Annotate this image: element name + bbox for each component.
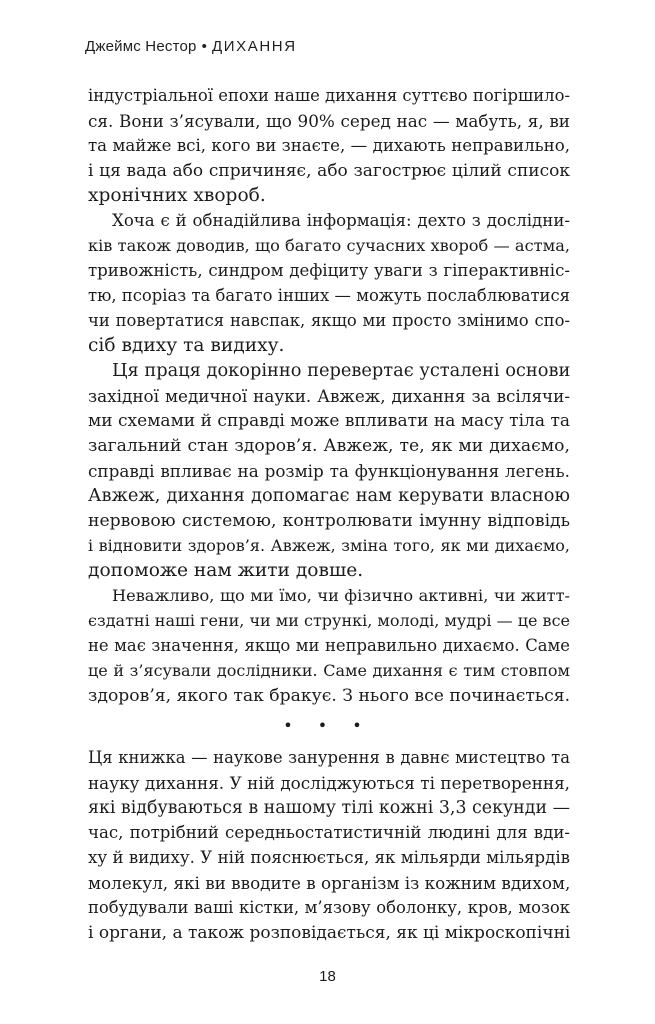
text-line: чи повертатися навспак, якщо ми просто змінимо спо-	[88, 311, 570, 330]
text-line: західної медичної науки. Авжеж, дихання за всілячи-	[88, 386, 570, 406]
running-head-author: Джеймс Нестор	[85, 38, 197, 55]
text-line: які відбуваються в нашому тілі кожні 3,3 секунди —	[88, 798, 570, 818]
text-line: молекул, які ви вводите в організм із кожним вдихом,	[88, 873, 570, 893]
text-line: ху й видиху. У ній пояснюється, як мільярди мільярдів	[88, 848, 570, 867]
text-line: науку дихання. У ній досліджуються ті перетворення,	[88, 773, 570, 793]
text-line: сіб вдиху та видиху.	[88, 335, 285, 356]
text-line: Авжеж, дихання допомагає нам керувати власною	[88, 485, 570, 506]
text-line: це й з’ясували дослідники. Саме дихання є тим стовпом	[88, 661, 570, 680]
page-number: 18	[319, 968, 336, 985]
text-line: загальний стан здоров’я. Авжеж, те, як ми дихаємо,	[88, 436, 570, 456]
text-line: ми схемами й справді може впливати на масу тіла та	[88, 411, 570, 431]
text-line: індустріальної епохи наше дихання суттєво погіршило-	[88, 86, 570, 105]
text-line: нервовою системою, контролювати імунну відповідь	[88, 511, 570, 531]
text-line: і органи, а також розповідається, як ці мікроскопічні	[88, 923, 570, 943]
text-line: Ця праця докорінно перевертає усталені основи	[112, 360, 570, 381]
text-line: тривожність, синдром дефіциту уваги з гіперактивніс-	[88, 261, 570, 280]
running-head	[85, 38, 297, 55]
text-line: Хоча є й обнадійлива інформація: дехто з дослідни-	[112, 211, 570, 230]
text-line: єздатні наші гени, чи ми стрункі, молоді, мудрі — це все	[88, 611, 570, 630]
text-line: Неважливо, що ми їмо, чи фізично активні, чи житт-	[112, 586, 570, 605]
text-line: хронічних хвороб.	[88, 185, 266, 206]
text-line: і ця вада або спричиняє, або загострює цілий список	[88, 161, 570, 181]
text-line: та майже всі, кого ви знаєте, — дихають неправильно,	[88, 136, 570, 155]
text-line: побудували ваші кістки, м’язову оболонку, кров, мозок	[88, 898, 570, 917]
section-break: • • •	[283, 716, 372, 735]
text-line: здоров’я, якого так бракує. З нього все починається.	[88, 686, 570, 706]
text-line: ків також доводив, що багато сучасних хвороб — астма,	[88, 236, 570, 255]
running-head-book-title: ДИХАННЯ	[212, 38, 297, 55]
text-line: справді впливає на розмір та функціонування легень.	[88, 461, 570, 481]
text-line: і відновити здоров’я. Авжеж, зміна того, як ми дихаємо,	[88, 536, 570, 555]
text-line: допоможе нам жити довше.	[88, 560, 364, 581]
text-line: тю, псоріаз та багато інших — можуть послаблюватися	[88, 286, 570, 305]
text-line: ся. Вони з’ясували, що 90% серед нас — мабуть, я, ви	[88, 111, 570, 131]
running-head-separator: •	[201, 38, 208, 55]
text-line: не має значення, якщо ми неправильно дихаємо. Саме	[88, 636, 570, 655]
text-line: час, потрібний середньостатистичній людині для вди-	[88, 823, 570, 842]
text-line: Ця книжка — наукове занурення в давнє мистецтво та	[88, 748, 570, 767]
